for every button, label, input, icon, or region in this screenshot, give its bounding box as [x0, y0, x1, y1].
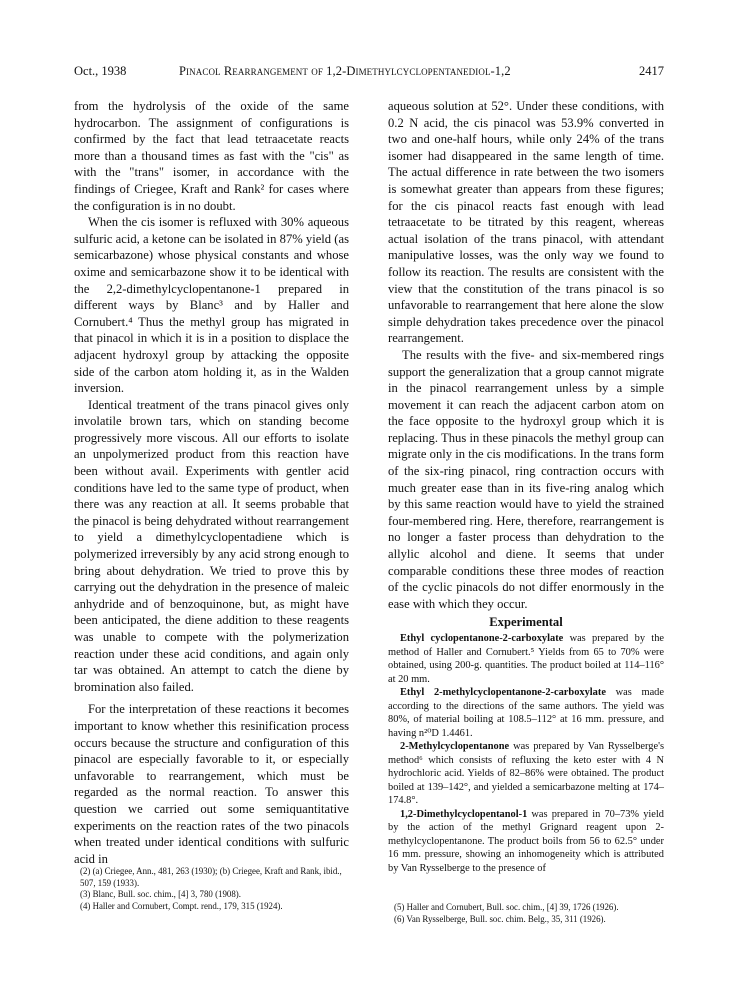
running-title: Pinacol Rearrangement of 1,2-Dimethylcyclopentanediol-1,2 — [179, 64, 511, 78]
right-column — [388, 98, 664, 875]
left-column — [74, 98, 349, 867]
footnote-2: (2) (a) Criegee, Ann., 481, 263 (1930); (b) Criegee, Kraft and Rank, ibid., 507, 159 (1933). — [80, 866, 342, 888]
experimental-text: was prepared by Van Rysselberge's method⁶ which consists of refluxing the keto ester with 4 N hydrochloric acid. Yields of 82–86% were obtained. The product boiled at 139–142°, and yielded a semicarbazone melting at 174–174.8°. — [388, 741, 664, 807]
experimental-text: was prepared in 70–73% yield by the action of the methyl Grignard reagent upon 2-methylcyclopentanone. The product boils from 56 to 62.5° under 16 mm. pressure, showing an inhomogeneity which is attributed by Van Rysselberge to the presence of — [388, 808, 664, 874]
footnote-6: (6) Van Rysselberge, Bull. soc. chim. Belg., 35, 311 (1926). — [394, 913, 606, 924]
experimental-paragraph-2 — [388, 686, 664, 740]
running-header — [74, 64, 664, 82]
section-heading-experimental: Experimental — [489, 615, 563, 630]
footnote-4: (4) Haller and Cornubert, Compt. rend., 179, 315 (1924). — [80, 900, 283, 911]
experimental-paragraph-3 — [388, 740, 664, 808]
compound-name: Ethyl cyclopentanone-2-carboxylate — [400, 633, 564, 645]
left-paragraph-1: from the hydrolysis of the oxide of the same hydrocarbon. The assignment of configurations is confirmed by the fact that lead tetraacetate reacts more than a thousand times as fast with the "cis" as with the "trans" isomer, in accordance with the findings of Criegee, Kraft and Rank² for cases where the configuration is in no doubt. — [74, 99, 349, 213]
left-paragraph-3: Identical treatment of the trans pinacol gives only involatile brown tars, which on standing become progressively more viscous. All our efforts to isolate an unpolymerized product from this reaction have been without avail. Experiments with gentler acid conditions have led to the same type of product, when there was any reaction at all. It seems probable that the pinacol is being dehydrated without rearrangement to yield a dimethylcyclopentadiene which is polymerized irreversibly by any acid strong enough to bring about dehydration. We tried to prove this by carrying out the dehydration in the presence of maleic anhydride and of benzoquinone, but, as might have been anticipated, the diene addition to these reagents was unable to compete with the polymerization reaction under these acid conditions, and again only tar was obtained. An attempt to catch the diene by bromination also failed. — [74, 397, 349, 694]
left-footnotes — [74, 866, 349, 912]
issue-date: Oct., 1938 — [74, 64, 127, 78]
compound-name: 2-Methylcyclopentanone — [400, 741, 510, 753]
experimental-text: was prepared by the method of Haller and Cornubert.⁵ Yields from 65 to 70% were obtained, using 200-g. quantities. The product boiled at 114–116° at 20 mm. — [388, 633, 664, 685]
compound-name: 1,2-Dimethylcyclopentanol-1 — [400, 808, 528, 820]
right-footnotes — [388, 902, 664, 925]
footnote-3: (3) Blanc, Bull. soc. chim., [4] 3, 780 (1908). — [80, 889, 241, 900]
experimental-paragraph-1 — [388, 632, 664, 686]
page-number: 2417 — [639, 64, 664, 78]
right-paragraph-2: The results with the five- and six-membered rings support the generalization that a group cannot migrate in the pinacol rearrangement unless by a simple movement it can reach the adjacent carbon atom on the face opposite to the hydroxyl group which it is replacing. Thus in these pinacols the methyl group can migrate only in the cis modifications. In the trans form of the six-ring pinacol, ring contraction occurs with much greater ease than in its five-ring analog which by this same reaction would have to yield the strained four-membered ring. Here, therefore, rearrangement is no longer a faster process than dehydration to the allylic alcohol and diene. It seems that under comparable conditions these three modes of reaction of the cyclic pinacols do not differ enormously in the ease with which they occur. — [388, 347, 664, 611]
footnote-5: (5) Haller and Cornubert, Bull. soc. chim., [4] 39, 1726 (1926). — [394, 902, 619, 912]
experimental-paragraph-4 — [388, 808, 664, 876]
left-paragraph-2: When the cis isomer is refluxed with 30% aqueous sulfuric acid, a ketone can be isolated in 87% yield (as semicarbazone) whose physical constants and whose oxime and semicarbazone show it to be identical with the 2,2-dimethylcyclopentanone-1 prepared in different ways by Blanc³ and by Haller and Cornubert.⁴ Thus the methyl group has migrated in that pinacol in which it is in a position to displace the adjacent hydroxyl group by attacking the opposite side of the carbon atom holding it, as in the Walden inversion. — [74, 215, 349, 396]
experimental-text: was made according to the directions of the same authors. The yield was 80%, of material boiling at 108.5–112° at 16 mm. pressure, and having n²⁰D 1.4461. — [388, 687, 664, 739]
right-paragraph-1: aqueous solution at 52°. Under these conditions, with 0.2 N acid, the cis pinacol was 53.9% converted in two and one-half hours, while only 24% of the trans isomer had disappeared in the same length of time. The actual difference in rate between the two isomers is somewhat greater than appears from these figures; for the cis pinacol reacts fast enough with lead tetraacetate to be titrated by this reagent, whereas actual isolation of the trans pinacol, with attendant manipulative losses, was the only way we found to follow its reaction. The results are consistent with the view that the constitution of the trans pinacol is so unfavorable to rearrangement that here alone the slow simple dehydration takes precedence over the pinacol rearrangement. — [388, 99, 664, 346]
compound-name: Ethyl 2-methylcyclopentanone-2-carboxylate — [400, 687, 606, 699]
left-paragraph-4: For the interpretation of these reactions it becomes important to know whether this resinification process occurs because the structure and configuration of this pinacol are especially favorable to it, or especially unfavorable to rearrangement, which must be regarded as the normal reaction. To answer this question we carried out some semiquantitative experiments on the reaction rates of the two pinacols when treated under identical conditions with sulfuric acid in — [74, 702, 349, 866]
